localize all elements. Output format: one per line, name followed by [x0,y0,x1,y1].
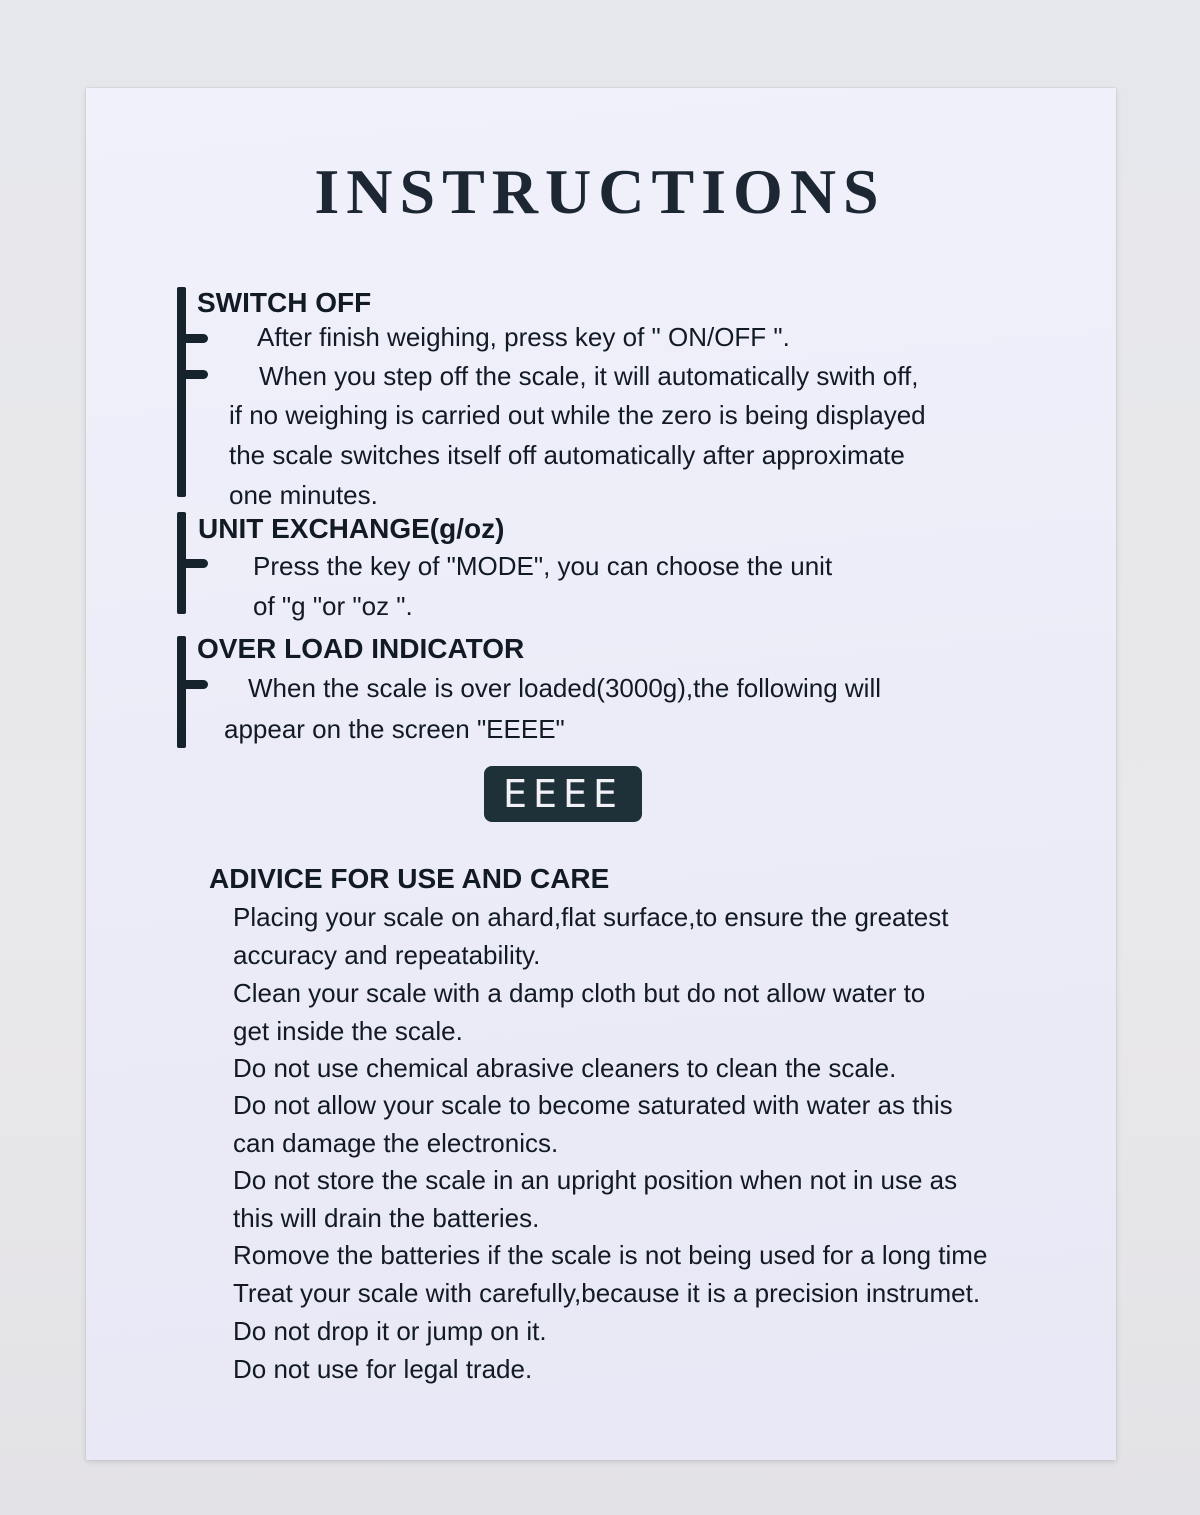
text-line: Do not allow your scale to become saturated with water as this [233,1090,953,1120]
section-bar-overload [177,636,186,748]
text-line: Do not use for legal trade. [233,1354,533,1384]
text-line: After finish weighing, press key of " ON/OFF ". [257,322,790,352]
text-line: When the scale is over loaded(3000g),the following will [248,673,882,703]
text-line: Press the key of "MODE", you can choose the unit [253,551,833,581]
section-tick [184,680,208,689]
text-line: Treat your scale with carefully,because it is a precision instrumet. [233,1278,981,1308]
text-line: get inside the scale. [233,1016,463,1046]
text-line: Do not drop it or jump on it. [233,1316,547,1346]
section-tick [184,370,208,379]
text-line: if no weighing is carried out while the zero is being displayed [229,400,926,430]
text-line: Placing your scale on ahard,flat surface,to ensure the greatest [233,902,949,932]
section-heading-overload: OVER LOAD INDICATOR [197,633,525,664]
section-tick [184,559,208,568]
text-line: can damage the electronics. [233,1128,559,1158]
text-line: accuracy and repeatability. [233,940,541,970]
section-tick [184,334,208,343]
section-heading-unit-exchange: UNIT EXCHANGE(g/oz) [198,513,505,544]
text-line: this will drain the batteries. [233,1203,540,1233]
text-line: When you step off the scale, it will automatically swith off, [259,361,919,391]
page-title: INSTRUCTIONS [314,156,886,227]
text-line: Do not use chemical abrasive cleaners to clean the scale. [233,1053,897,1083]
section-heading-advice: ADIVICE FOR USE AND CARE [209,863,610,894]
text-line: appear on the screen "EEEE" [224,714,565,744]
text-line: of "g "or "oz ". [253,591,413,621]
text-line: Clean your scale with a damp cloth but do not allow water to [233,978,926,1008]
text-line: Do not store the scale in an upright position when not in use as [233,1165,958,1195]
section-heading-switch-off: SWITCH OFF [197,287,372,318]
text-line: one minutes. [229,480,378,510]
text-line: Romove the batteries if the scale is not being used for a long time [233,1240,988,1270]
error-display-eeee: EEEE [484,766,642,822]
text-line: the scale switches itself off automatically after approximate [229,440,905,470]
section-bar-switch-off [177,287,186,497]
